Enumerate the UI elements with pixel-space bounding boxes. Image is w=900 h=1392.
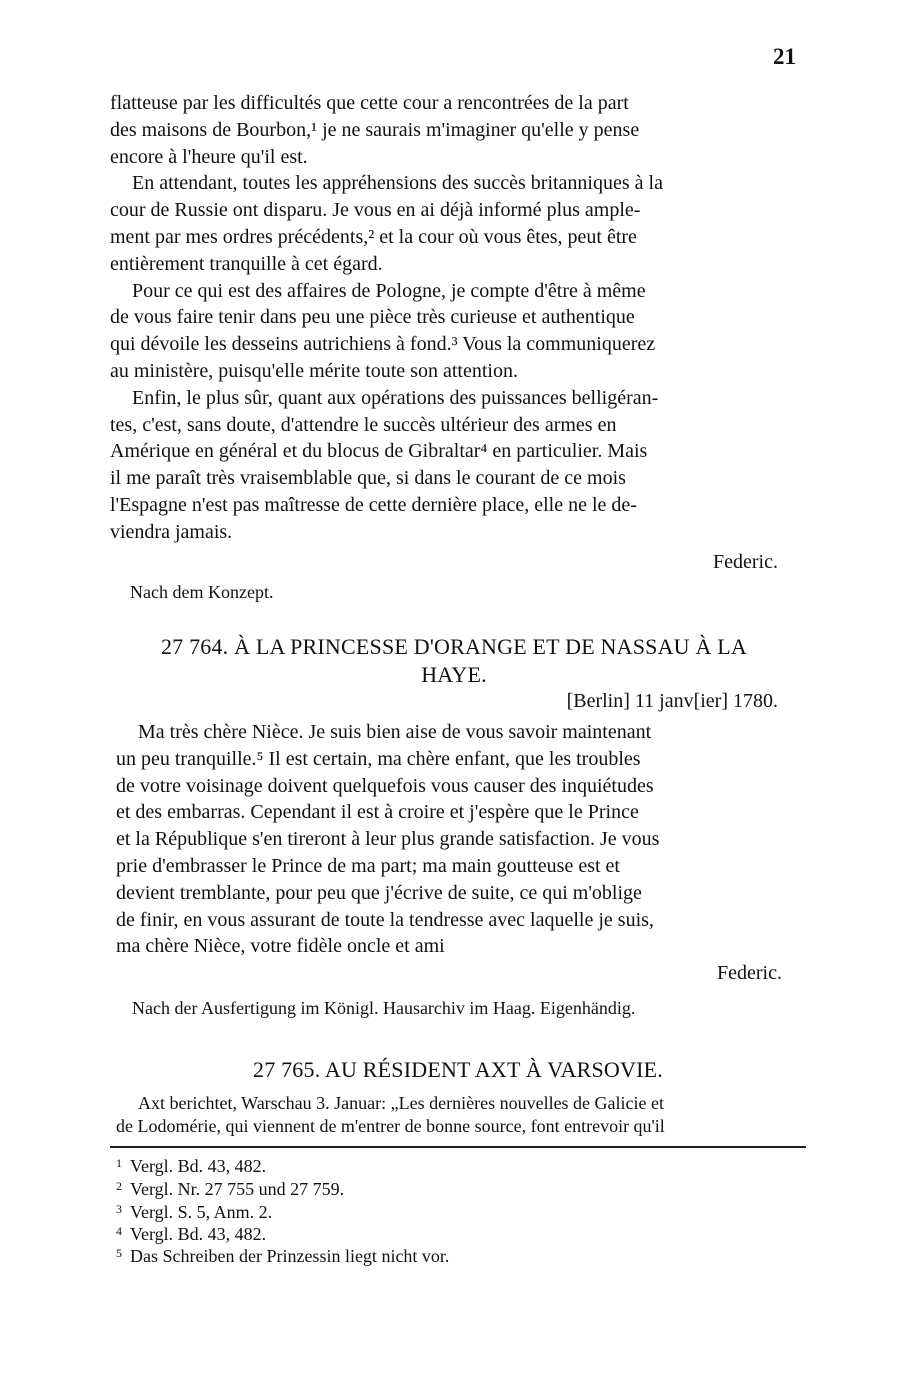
text-line: de Lodomérie, qui viennent de m'entrer de bonne source, font entrevoir qu'il — [116, 1116, 665, 1136]
text-line: devient tremblante, pour peu que j'écrive de suite, ce qui m'oblige — [116, 881, 642, 904]
footnote-number: 5 — [116, 1246, 122, 1260]
text-line: au ministère, puisqu'elle mérite toute son attention. — [110, 359, 518, 382]
footnote — [116, 1246, 449, 1267]
signature: Federic. — [717, 962, 782, 984]
text-line: Amérique en général et du blocus de Gibraltar⁴ en particulier. Mais — [110, 440, 648, 463]
text-line: encore à l'heure qu'il est. — [110, 145, 308, 168]
source-note: Nach dem Konzept. — [130, 582, 274, 602]
text-line: des maisons de Bourbon,¹ je ne saurais m'imaginer qu'elle y pense — [110, 118, 640, 141]
text-line: et la République s'en tireront à leur plus grande satisfaction. Je vous — [116, 828, 660, 851]
text-line: En attendant, toutes les appréhensions des succès britanniques à la — [132, 172, 663, 195]
text-line: flatteuse par les difficultés que cette cour a rencontrées de la part — [110, 92, 629, 114]
page-number: 21 — [773, 44, 796, 69]
text-line: Pour ce qui est des affaires de Pologne, je compte d'être à même — [132, 279, 646, 302]
footnote-text: Vergl. S. 5, Anm. 2. — [130, 1202, 273, 1222]
text-line: Ma très chère Nièce. Je suis bien aise de vous savoir maintenant — [138, 721, 652, 743]
dateline: [Berlin] 11 janv[ier] 1780. — [566, 690, 778, 712]
letter-continuation — [110, 90, 798, 546]
letter-heading-continued: HAYE. — [421, 662, 487, 687]
text-line: et des embarras. Cependant il est à croire et j'espère que le Prince — [116, 801, 639, 824]
text-line: ma chère Nièce, votre fidèle oncle et ami — [116, 935, 445, 958]
footnote — [116, 1224, 266, 1245]
text-line: de vous faire tenir dans peu une pièce très curieuse et authentique — [110, 306, 635, 329]
text-line: l'Espagne n'est pas maîtresse de cette dernière place, elle ne le de- — [110, 493, 637, 516]
text-line: prie d'embrasser le Prince de ma part; ma main goutteuse est et — [116, 854, 620, 877]
text-line: Axt berichtet, Warschau 3. Januar: „Les dernières nouvelles de Galicie et — [138, 1093, 665, 1113]
text-line: qui dévoile les desseins autrichiens à fond.³ Vous la communiquerez — [110, 333, 656, 356]
footnote-number: 1 — [116, 1156, 122, 1170]
letter-heading: 27 764. À LA PRINCESSE D'ORANGE ET DE NASSAU À LA — [160, 634, 747, 659]
footnote-divider — [110, 1146, 806, 1148]
footnote-number: 4 — [116, 1224, 122, 1238]
text-line: Enfin, le plus sûr, quant aux opérations des puissances belligéran- — [132, 386, 659, 409]
letter-body — [116, 719, 802, 960]
text-line: il me paraît très vraisemblable que, si dans le courant de ce mois — [110, 467, 626, 490]
letter-summary — [116, 1092, 806, 1138]
footnote-number: 3 — [116, 1202, 122, 1216]
text-line: un peu tranquille.⁵ Il est certain, ma chère enfant, que les troubles — [116, 747, 641, 770]
text-line: de finir, en vous assurant de toute la tendresse avec laquelle je suis, — [116, 908, 654, 931]
footnote — [116, 1202, 272, 1223]
footnote-text: Das Schreiben der Prinzessin liegt nicht vor. — [130, 1246, 450, 1266]
footnote — [116, 1156, 266, 1177]
source-note: Nach der Ausfertigung im Königl. Hausarchiv im Haag. Eigenhändig. — [132, 998, 636, 1018]
footnote — [116, 1179, 344, 1200]
text-line: entièrement tranquille à cet égard. — [110, 252, 383, 275]
footnote-text: Vergl. Bd. 43, 482. — [130, 1156, 267, 1176]
letter-heading: 27 765. AU RÉSIDENT AXT À VARSOVIE. — [253, 1057, 663, 1082]
text-line: ment par mes ordres précédents,² et la cour où vous êtes, peut être — [110, 225, 637, 248]
footnote-number: 2 — [116, 1179, 122, 1193]
footnote-text: Vergl. Bd. 43, 482. — [130, 1224, 267, 1244]
text-line: viendra jamais. — [110, 520, 233, 543]
footnote-text: Vergl. Nr. 27 755 und 27 759. — [130, 1179, 345, 1199]
signature: Federic. — [713, 551, 778, 573]
text-line: de votre voisinage doivent quelquefois vous causer des inquiétudes — [116, 774, 654, 797]
text-line: tes, c'est, sans doute, d'attendre le succès ultérieur des armes en — [110, 413, 617, 436]
text-line: cour de Russie ont disparu. Je vous en ai déjà informé plus ample- — [110, 199, 641, 222]
